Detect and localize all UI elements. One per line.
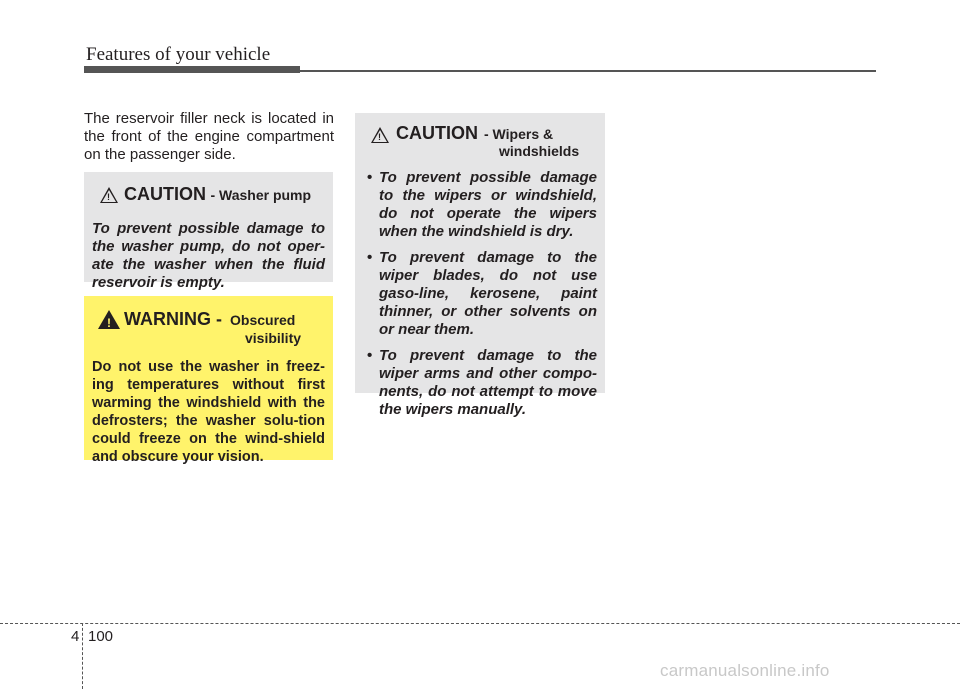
caution-wipers-list [363, 169, 597, 419]
list-item: • To prevent possible damage to the wipers or windshield, do not operate the wipers when the windshield is dry. [367, 169, 597, 240]
page-number: 100 [88, 628, 114, 645]
footer-divider [82, 623, 83, 689]
warning-keyword: WARNING - [124, 309, 222, 329]
warning-header [92, 308, 325, 350]
caution-subtitle: - Washer pump [210, 187, 312, 203]
caution-wipers-subtitle-2: windshields [499, 143, 580, 159]
caution-icon: ! [371, 127, 389, 143]
header-bar [84, 66, 300, 73]
list-item: • To prevent damage to the wiper arms and other compo-nents, do not attempt to move the wipers manually. [367, 347, 597, 418]
caution-icon: ! [100, 187, 118, 203]
header-rule [300, 70, 876, 72]
chapter-number: 4 [71, 628, 80, 645]
caution-keyword: CAUTION [124, 184, 206, 204]
caution-keyword: CAUTION [396, 123, 478, 143]
caution-wipers-box [355, 113, 605, 418]
list-item: • To prevent damage to the wiper blades, do not use gaso-line, kerosene, paint thinner, or other solvents on or near them. [367, 249, 597, 338]
warning-subtitle-1: Obscured [230, 312, 296, 328]
header-title: Features of your vehicle [86, 44, 271, 65]
caution-wipers-subtitle-1: - Wipers & [484, 126, 554, 142]
caution-washer-header [92, 184, 325, 208]
caution-washer-body: To prevent possible damage to the washer pump, do not oper-ate the washer when the fluid reservoir is empty. [92, 220, 325, 291]
warning-visibility-box [84, 296, 333, 465]
caution-washer-box [84, 172, 333, 291]
watermark: carmanualsonline.info [660, 661, 830, 680]
intro-text: The reservoir filler neck is located in the front of the engine compartment on the passenger side. [84, 110, 334, 163]
warning-body: Do not use the washer in freez-ing temperatures without first warming the windshield with the defrosters; the washer solu-tion could freeze on the wind-shield and obscure your vision. [92, 359, 325, 465]
warning-icon: ! [98, 310, 120, 329]
caution-wipers-header [363, 123, 597, 163]
warning-subtitle-2: visibility [245, 330, 302, 346]
footer-rule [0, 623, 960, 624]
